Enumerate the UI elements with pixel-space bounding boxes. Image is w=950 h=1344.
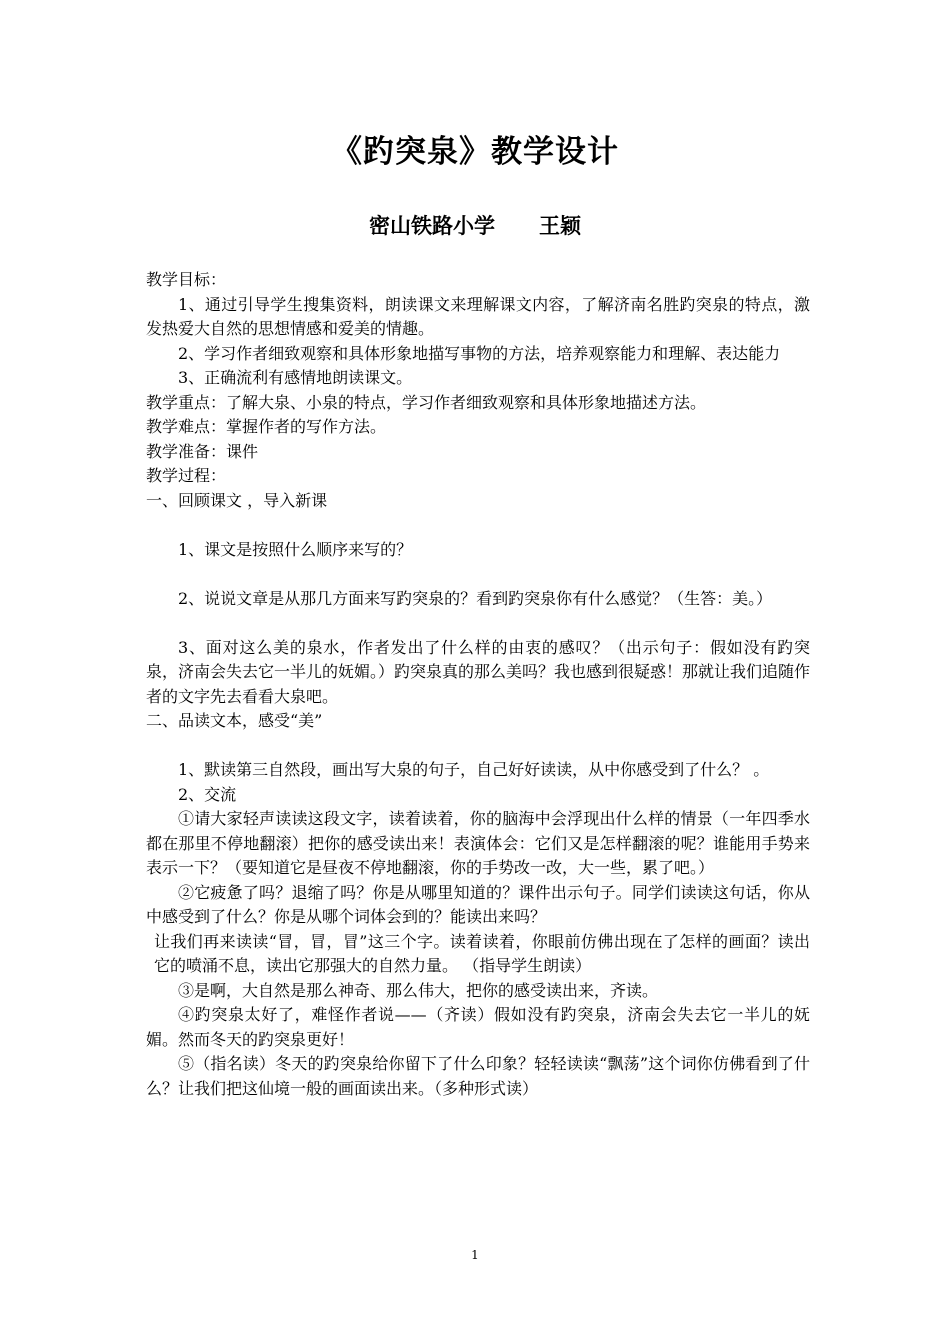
page-title: 《趵突泉》教学设计: [331, 134, 619, 170]
body-paragraph: ①请大家轻声读读这段文字，读着读着，你的脑海中会浮现出什么样的情景（一年四季水都在那里不停地翻滚）把你的感受读出来！表演体会：它们又是怎样翻滚的呢？谁能用手势来表示一下？（要知道它是昼夜不停地翻滚，你的手势改一改，大一些，累了吧。）: [146, 809, 810, 877]
body-paragraph: 教学目标：: [146, 270, 227, 289]
body-paragraph: 3、面对这么美的泉水，作者发出了什么样的由衷的感叹？（出示句子：假如没有趵突泉，济南会失去它一半儿的妩媚。）趵突泉真的那么美吗？我也感到很疑惑！那就让我们追随作者的文字先去看看大泉吧。: [146, 637, 811, 706]
body-paragraph: ⑤（指名读）冬天的趵突泉给你留下了什么印象？轻轻读读“飘荡”这个词你仿佛看到了什么？让我们把这仙境一般的画面读出来。（多种形式读）: [146, 1054, 810, 1098]
body-paragraph: 1、通过引导学生搜集资料，朗读课文来理解课文内容，了解济南名胜趵突泉的特点，激发热爱大自然的思想情感和爱美的情趣。: [146, 294, 810, 338]
body-paragraph: 二、品读文本，感受“美”: [146, 711, 323, 730]
body-paragraph: 2、说说文章是从那几方面来写趵突泉的？看到趵突泉你有什么感觉？（生答：美。）: [178, 588, 773, 608]
body-paragraph: 2、交流: [178, 784, 237, 804]
author-name: 王颖: [539, 214, 581, 238]
body-paragraph: 教学重点：了解大泉、小泉的特点，学习作者细致观察和具体形象地描述方法。: [146, 392, 707, 412]
body-paragraph: 一、回顾课文 ，导入新课: [146, 490, 328, 510]
document-body: [146, 268, 810, 1101]
body-paragraph: ④趵突泉太好了，难怪作者说——（齐读）假如没有趵突泉，济南会失去它一半儿的妩媚。然而冬天的趵突泉更好！: [146, 1005, 810, 1049]
byline: [0, 210, 950, 240]
body-paragraph: 1、课文是按照什么顺序来写的？: [178, 539, 413, 559]
body-paragraph: 1、默读第三自然段，画出写大泉的句子，自己好好读读，从中你感受到了什么？ 。: [178, 760, 770, 779]
body-paragraph: 2、学习作者细致观察和具体形象地描写事物的方法，培养观察能力和理解、表达能力: [178, 343, 781, 363]
body-paragraph: 3、正确流利有感情地朗读课文。: [178, 368, 413, 387]
body-paragraph: ③是啊，大自然是那么神奇、那么伟大，把你的感受读出来，齐读。: [178, 980, 659, 1000]
body-paragraph: 让我们再来读读“冒，冒，冒”这三个字。读着读着，你眼前仿佛出现在了怎样的画面？读出它的喷涌不息，读出它那强大的自然力量。 （指导学生朗读）: [154, 931, 810, 975]
body-paragraph: 教学准备：课件: [146, 441, 259, 461]
page-number: 1: [471, 1248, 479, 1262]
body-paragraph: 教学难点：掌握作者的写作方法。: [146, 417, 387, 436]
body-paragraph: 教学过程：: [146, 466, 227, 485]
school-name: 密山铁路小学: [369, 214, 495, 238]
body-paragraph: ②它疲惫了吗？退缩了吗？你是从哪里知道的？课件出示句子。同学们读读这句话，你从中感受到了什么？你是从哪个词体会到的？能读出来吗？: [146, 882, 810, 926]
